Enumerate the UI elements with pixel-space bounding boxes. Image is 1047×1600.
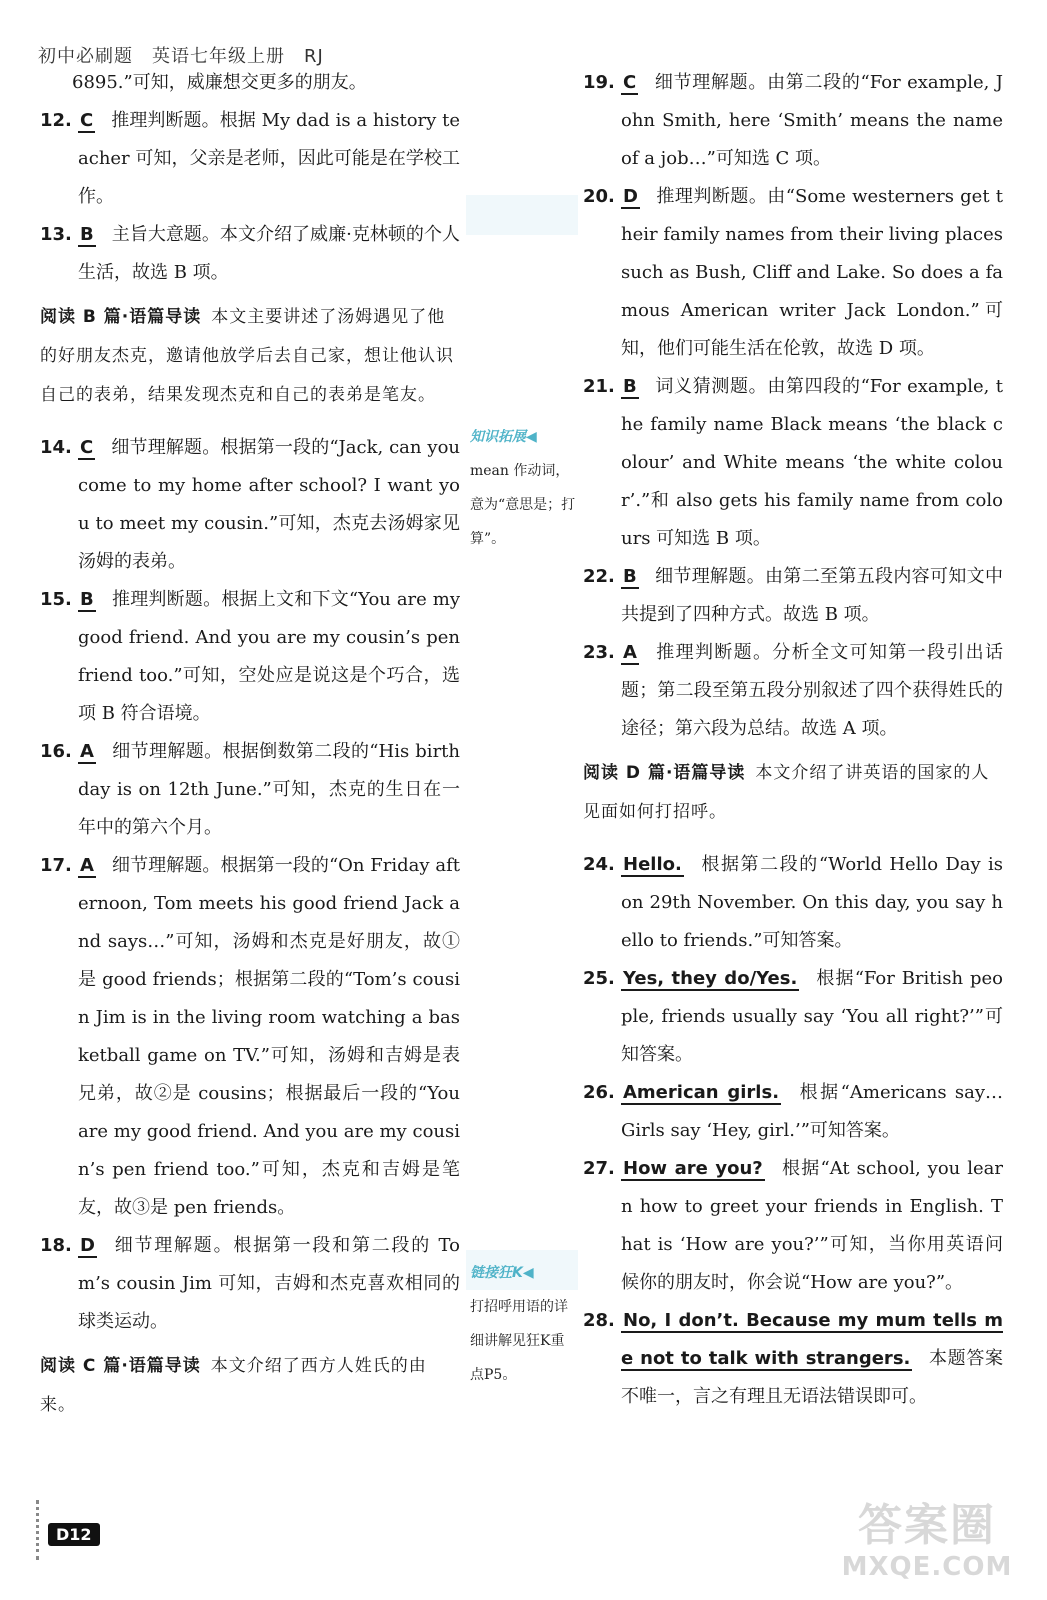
answer-choice: American girls. [623,1082,780,1103]
answer-explanation [78,102,460,216]
answer-item [583,634,1003,748]
answer-choice: D [623,186,638,207]
watermark-text: 答案圈 [858,1500,996,1551]
answer-item [40,847,460,1227]
answer-item [40,1227,460,1341]
answer-choice: B [623,376,637,397]
reading-guide-text: 本文介绍了讲英语的国家的人见面如何打招呼。 [583,763,990,822]
explanation-text: 推理判断题。由“Some westerners get their family names from their living places such as Bush, Cliff and Lake. So does a famous American writer Jack London.”可知，他们可能生活在伦敦，故选 D 项。 [621,186,1003,359]
answer-explanation [78,581,460,733]
answer-explanation [621,1150,1003,1302]
explanation-text: 本题答案不唯一，言之有理且无语法错误即可。 [621,1348,1003,1407]
side-note-tag: 链接狂K◀ [470,1265,534,1281]
answer-explanation [621,368,1003,558]
left-column [40,64,460,1439]
answer-choice: B [623,566,637,587]
answer-choice: B [80,224,94,245]
watermark-url: MXQE.COM [841,1552,1013,1582]
reading-guide [583,754,1003,832]
question-number: 14. [40,437,72,458]
side-note-tag: 知识拓展◀ [470,429,537,445]
question-number: 12. [40,110,72,131]
explanation-text: 词义猜测题。由第四段的“For example, the family name Black means ‘the black colour’ and White means ‘the white colour’.”和 also gets his family name from colours 可知选 B 项。 [621,376,1003,549]
answer-item [583,64,1003,178]
answer-choice: Hello. [623,854,682,875]
answer-explanation [78,216,460,292]
answer-choice: How are you? [623,1158,763,1179]
side-note-link [470,1256,578,1392]
page-header: 初中必刷题 英语七年级上册 RJ [38,46,324,67]
answer-item [583,846,1003,960]
explanation-text: 根据“For British people, friends usually say ‘You all right?’”可知答案。 [621,968,1003,1065]
page-number: D12 [48,1523,100,1546]
reading-guide-tag: 阅读 C 篇·语篇导读 [40,1356,201,1376]
question-number: 19. [583,72,615,93]
answer-item [583,178,1003,368]
side-note-text: mean 作动词，意为“意思是；打算”。 [470,463,576,547]
reading-guide-text: 本文主要讲述了汤姆遇见了他的好朋友杰克，邀请他放学后去自己家，想让他认识自己的表弟，结果发现杰克和自己的表弟是笔友。 [40,307,454,405]
side-note-knowledge [470,420,578,556]
question-number: 25. [583,968,615,989]
explanation-text: 细节理解题。根据倒数第二段的“His birthday is on 12th June.”可知，杰克的生日在一年中的第六个月。 [78,741,460,838]
side-band [466,195,578,235]
question-number: 28. [583,1310,615,1331]
answer-choice: B [80,589,94,610]
reading-guide [40,1347,460,1425]
question-number: 21. [583,376,615,397]
answer-explanation [621,846,1003,960]
right-column [583,64,1003,1416]
question-number: 26. [583,1082,615,1103]
answer-item [583,960,1003,1074]
answer-explanation [78,847,460,1227]
reading-guide-tag: 阅读 B 篇·语篇导读 [40,307,202,327]
explanation-text: 细节理解题。由第二段的“For example, John Smith, here ‘Smith’ means the name of a job…”可知选 C 项。 [621,72,1003,169]
answer-item [583,368,1003,558]
answer-explanation [621,1302,1003,1416]
reading-guide-text: 本文介绍了西方人姓氏的由来。 [40,1356,427,1415]
answer-choice: No, I don’t. Because my mum tells me not to talk with strangers. [621,1310,1003,1369]
question-number: 22. [583,566,615,587]
reading-guide [40,298,460,415]
answer-choice: Yes, they do/Yes. [623,968,798,989]
answer-explanation [621,1074,1003,1150]
answer-item [583,1302,1003,1416]
answer-item [583,1074,1003,1150]
answer-choice: A [80,741,94,762]
explanation-text: 细节理解题。根据第一段的“On Friday afternoon, Tom meets his good friend Jack and says…”可知，汤姆和杰克是好朋友，故①是 good friends；根据第二段的“Tom’s cousin Jim is in the living room watching a basketball game on TV.”可知，汤姆和吉姆是表兄弟，故②是 cousins；根据最后一段的“You are my good friend. And you are my cousin’s pen friend too.”可知，杰克和吉姆是笔友，故③是 pen friends。 [78,855,460,1218]
question-number: 18. [40,1235,72,1256]
answer-choice: A [80,855,94,876]
answer-choice: C [80,110,94,131]
question-number: 20. [583,186,615,207]
question-number: 23. [583,642,615,663]
question-number: 13. [40,224,72,245]
question-number: 15. [40,589,72,610]
question-number: 16. [40,741,72,762]
answer-item [40,429,460,581]
margin-mark [36,1500,43,1560]
answer-explanation [621,64,1003,178]
question-number: 17. [40,855,72,876]
answer-choice: C [623,72,637,93]
answer-item [40,102,460,216]
answer-explanation [78,429,460,581]
continued-text: 6895.”可知，威廉想交更多的朋友。 [72,72,367,93]
explanation-text: 细节理解题。由第二至第五段内容可知文中共提到了四种方式。故选 B 项。 [621,566,1003,625]
explanation-text: 根据“Americans say… Girls say ‘Hey, girl.’”可知答案。 [621,1082,1003,1141]
answer-explanation [78,733,460,847]
answer-item [583,1150,1003,1302]
answer-item [40,581,460,733]
explanation-text: 细节理解题。根据第一段和第二段的 Tom’s cousin Jim 可知，吉姆和杰克喜欢相同的球类运动。 [78,1235,460,1332]
explanation-text: 细节理解题。根据第一段的“Jack, can you come to my home after school? I want you to meet my cousin.”可知，杰克去汤姆家见汤姆的表弟。 [78,437,460,572]
answer-choice: A [623,642,637,663]
answer-item [583,558,1003,634]
reading-guide-tag: 阅读 D 篇·语篇导读 [583,763,746,783]
side-note-text: 打招呼用语的详细讲解见狂K重点P5。 [470,1299,568,1383]
answer-explanation [621,178,1003,368]
answer-choice: D [80,1235,95,1256]
answer-item [40,216,460,292]
explanation-text: 推理判断题。根据 My dad is a history teacher 可知，父亲是老师，因此可能是在学校工作。 [78,110,460,207]
answer-explanation [621,558,1003,634]
answer-choice: C [80,437,94,458]
explanation-text: 主旨大意题。本文介绍了威廉·克林顿的个人生活，故选 B 项。 [78,224,460,283]
explanation-text: 根据第二段的“World Hello Day is on 29th November. On this day, you say hello to friends.”可知答案。 [621,854,1003,951]
answer-explanation [621,634,1003,748]
answer-explanation [78,1227,460,1341]
answer-item [40,733,460,847]
explanation-text: 推理判断题。根据上文和下文“You are my good friend. And you are my cousin’s pen friend too.”可知，空处应是说这是个巧合，选项 B 符合语境。 [78,589,460,724]
question-number: 27. [583,1158,615,1179]
question-number: 24. [583,854,615,875]
answer-explanation [621,960,1003,1074]
explanation-text: 推理判断题。分析全文可知第一段引出话题；第二段至第五段分别叙述了四个获得姓氏的途径；第六段为总结。故选 A 项。 [621,642,1003,739]
watermark-logo [827,1500,1027,1590]
explanation-text: 根据“At school, you learn how to greet your friends in English. That is ‘How are you?’”可知，当你用英语问候你的朋友时，你会说“How are you?”。 [621,1158,1003,1293]
